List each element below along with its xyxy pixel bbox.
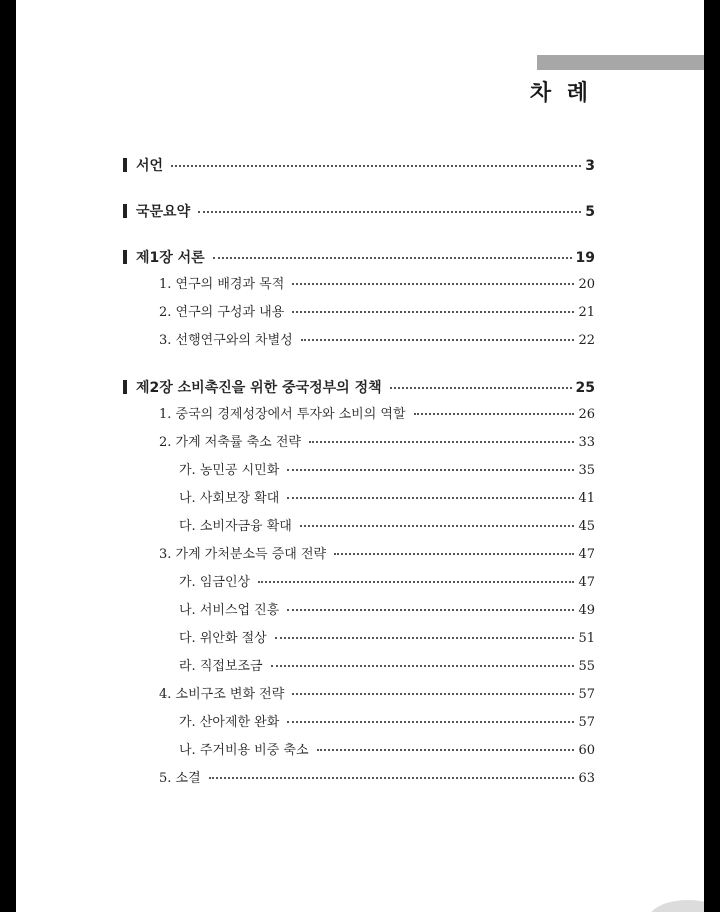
dot-leader [317, 748, 575, 751]
toc-entry-subsection[interactable] [123, 459, 595, 478]
toc-entry-section[interactable] [123, 329, 595, 348]
dot-leader [292, 692, 574, 695]
toc-page-number: 3 [585, 158, 595, 174]
chapter-marker [123, 204, 127, 218]
toc-label: 1. 연구의 배경과 목적 [159, 277, 285, 292]
toc-page-number: 21 [578, 305, 595, 320]
chapter-marker [123, 250, 127, 264]
dot-leader [287, 496, 574, 499]
dot-leader [209, 776, 575, 779]
toc-page-number: 20 [578, 277, 595, 292]
page-curl-decoration [648, 900, 704, 912]
dot-leader [301, 338, 575, 341]
dot-leader [414, 412, 575, 415]
toc-label: 가. 임금인상 [179, 575, 251, 590]
toc-entry-korean-summary[interactable] [123, 201, 595, 221]
dot-leader [287, 720, 574, 723]
toc-page-number: 60 [578, 743, 595, 758]
toc-page-number: 55 [578, 659, 595, 674]
toc-entry-chapter-1[interactable] [123, 247, 595, 267]
dot-leader [271, 664, 575, 667]
toc-entry-subsection[interactable] [123, 487, 595, 506]
dot-leader [258, 580, 574, 583]
toc-label: 3. 선행연구와의 차별성 [159, 333, 293, 348]
toc-label: 나. 서비스업 진흥 [179, 603, 280, 618]
toc-label: 제1장 서론 [136, 250, 205, 266]
dot-leader [198, 210, 581, 213]
toc-entry-section[interactable] [123, 273, 595, 292]
chapter-marker [123, 380, 127, 394]
toc-label: 3. 가계 가처분소득 증대 전략 [159, 547, 327, 562]
toc-label: 가. 농민공 시민화 [179, 463, 280, 478]
toc-page-number: 19 [575, 250, 595, 266]
toc-entry-subsection[interactable] [123, 599, 595, 618]
dot-leader [292, 282, 574, 285]
dot-leader [171, 164, 581, 167]
toc-entry-section[interactable] [123, 767, 595, 786]
toc-page-number: 57 [578, 715, 595, 730]
title-accent-bar [537, 55, 704, 70]
toc-page-number: 45 [578, 519, 595, 534]
dot-leader [287, 608, 574, 611]
document-page [16, 0, 704, 912]
toc-label: 라. 직접보조금 [179, 659, 263, 674]
toc-label: 4. 소비구조 변화 전략 [159, 687, 285, 702]
toc-page-number: 35 [578, 463, 595, 478]
toc-page-number: 51 [578, 631, 595, 646]
toc-label: 2. 연구의 구성과 내용 [159, 305, 285, 320]
toc-label: 나. 주거비용 비중 축소 [179, 743, 309, 758]
dot-leader [292, 310, 574, 313]
toc-entry-subsection[interactable] [123, 515, 595, 534]
toc-label: 서언 [136, 158, 164, 174]
toc-entry-subsection[interactable] [123, 655, 595, 674]
toc-label: 다. 소비자금융 확대 [179, 519, 292, 534]
toc-entry-section[interactable] [123, 543, 595, 562]
toc-label: 다. 위안화 절상 [179, 631, 267, 646]
toc-label: 2. 가계 저축률 축소 전략 [159, 435, 301, 450]
toc-label: 제2장 소비촉진을 위한 중국정부의 정책 [136, 380, 382, 396]
toc-page-number: 63 [578, 771, 595, 786]
dot-leader [213, 256, 572, 259]
toc-label: 1. 중국의 경제성장에서 투자와 소비의 역할 [159, 407, 406, 422]
toc-entry-section[interactable] [123, 301, 595, 320]
toc-page-number: 22 [578, 333, 595, 348]
dot-leader [334, 552, 574, 555]
toc-entry-section[interactable] [123, 683, 595, 702]
toc-entry-chapter-2[interactable] [123, 377, 595, 397]
dot-leader [275, 636, 575, 639]
toc-entry-section[interactable] [123, 403, 595, 422]
toc-page-number: 41 [578, 491, 595, 506]
dot-leader [390, 386, 572, 389]
toc-page-number: 33 [578, 435, 595, 450]
toc-entry-section[interactable] [123, 431, 595, 450]
toc-page-number: 25 [575, 380, 595, 396]
toc-entry-subsection[interactable] [123, 711, 595, 730]
toc-entry-subsection[interactable] [123, 739, 595, 758]
dot-leader [287, 468, 574, 471]
toc-label: 가. 산아제한 완화 [179, 715, 280, 730]
toc-page-number: 26 [578, 407, 595, 422]
toc-label: 국문요약 [136, 204, 191, 220]
dot-leader [309, 440, 574, 443]
toc-entry-subsection[interactable] [123, 571, 595, 590]
chapter-marker [123, 158, 127, 172]
toc-page-number: 5 [585, 204, 595, 220]
toc-page-number: 47 [578, 547, 595, 562]
dot-leader [300, 524, 575, 527]
toc-label: 나. 사회보장 확대 [179, 491, 280, 506]
toc-label: 5. 소결 [159, 771, 201, 786]
toc-page-number: 47 [578, 575, 595, 590]
toc-entry-subsection[interactable] [123, 627, 595, 646]
toc-page-number: 57 [578, 687, 595, 702]
toc-entry-preface[interactable] [123, 155, 595, 175]
page-title: 차 례 [529, 81, 592, 106]
toc-page-number: 49 [578, 603, 595, 618]
